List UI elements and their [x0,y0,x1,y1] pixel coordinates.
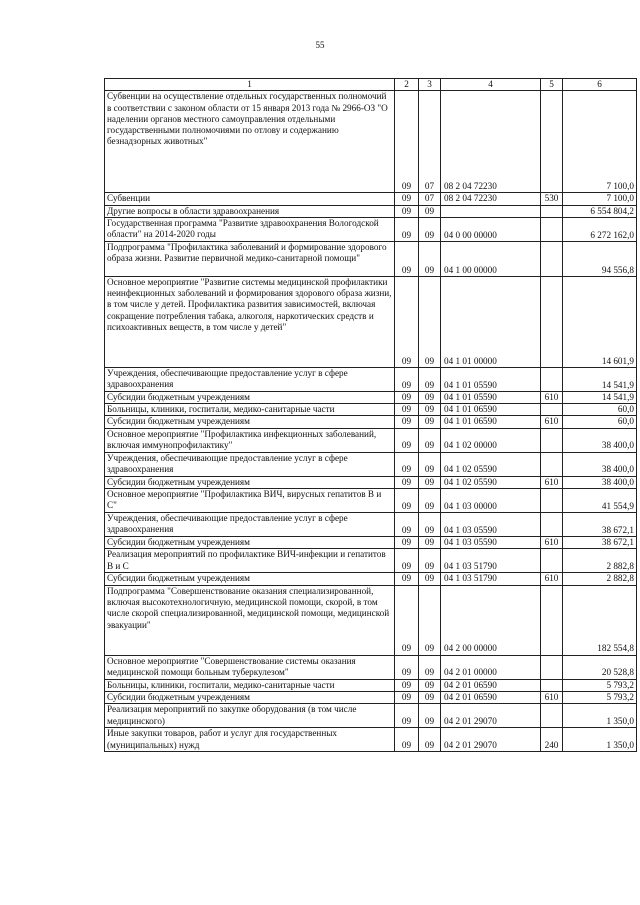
row-name: Субсидии бюджетным учреждениям [105,537,395,549]
row-subsection: 09 [419,655,441,679]
table-row [105,217,637,241]
row-expense-type: 610 [541,691,563,703]
row-section: 09 [395,91,419,193]
row-expense-type [541,217,563,241]
row-name: Учреждения, обеспечивающие предоставление услуг в сфере здравоохранения [105,513,395,537]
row-name: Основное мероприятие "Профилактика ВИЧ, вирусных гепатитов В и С" [105,489,395,513]
table-row [105,91,637,193]
row-target-article: 04 1 03 00000 [441,489,541,513]
table-row [105,537,637,549]
row-target-article: 04 1 02 00000 [441,428,541,452]
row-name: Подпрограмма "Профилактика заболеваний и формирование здорового образа жизни. Развитие первичной медико-санитарной помощи" [105,241,395,276]
row-amount: 38 672,1 [563,513,637,537]
header-col-3: 3 [419,79,441,91]
row-amount: 5 793,2 [563,691,637,703]
row-amount: 7 100,0 [563,91,637,193]
table-row [105,241,637,276]
row-expense-type: 610 [541,476,563,488]
row-subsection: 09 [419,276,441,367]
row-amount: 6 272 162,0 [563,217,637,241]
row-section: 09 [395,276,419,367]
row-expense-type [541,704,563,728]
row-section: 09 [395,691,419,703]
row-section: 09 [395,391,419,403]
row-target-article: 04 1 00 00000 [441,241,541,276]
table-row [105,549,637,573]
row-target-article: 04 1 02 05590 [441,452,541,476]
row-name: Субсидии бюджетным учреждениям [105,391,395,403]
row-target-article: 04 1 01 00000 [441,276,541,367]
row-target-article: 04 1 03 51790 [441,549,541,573]
row-expense-type [541,655,563,679]
row-section: 09 [395,585,419,655]
row-name: Субсидии бюджетным учреждениям [105,573,395,585]
row-amount: 20 528,8 [563,655,637,679]
row-expense-type [541,585,563,655]
row-expense-type: 610 [541,391,563,403]
row-subsection: 09 [419,704,441,728]
table-row [105,276,637,367]
row-section: 09 [395,489,419,513]
table-row [105,489,637,513]
row-amount: 60,0 [563,416,637,428]
row-amount: 14 541,9 [563,391,637,403]
row-amount: 182 554,8 [563,585,637,655]
row-section: 09 [395,205,419,217]
row-section: 09 [395,573,419,585]
row-amount: 38 672,1 [563,537,637,549]
table-row [105,391,637,403]
header-col-6: 6 [563,79,637,91]
row-subsection: 09 [419,416,441,428]
page-number: 55 [315,40,325,50]
row-target-article: 08 2 04 72230 [441,193,541,205]
row-subsection: 09 [419,691,441,703]
row-name: Больницы, клиники, госпитали, медико-санитарные части [105,679,395,691]
row-subsection: 09 [419,585,441,655]
header-col-1: 1 [105,79,395,91]
table-row [105,655,637,679]
row-target-article: 04 0 00 00000 [441,217,541,241]
row-expense-type [541,404,563,416]
row-expense-type [541,549,563,573]
row-expense-type [541,205,563,217]
row-name: Реализация мероприятий по закупке оборудования (в том числе медицинского) [105,704,395,728]
row-target-article: 04 2 00 00000 [441,585,541,655]
table-row [105,205,637,217]
row-section: 09 [395,428,419,452]
row-section: 09 [395,513,419,537]
row-amount: 14 601,9 [563,276,637,367]
row-target-article: 04 2 01 06590 [441,679,541,691]
table-row [105,367,637,391]
row-subsection: 09 [419,537,441,549]
row-amount: 1 350,0 [563,704,637,728]
row-name: Подпрограмма "Совершенствование оказания специализированной, включая высокотехнологичную, медицинской помощи, скорой, в том числе скорой специализированной, медицинской помощи, медицинской эвакуации" [105,585,395,655]
row-name: Другие вопросы в области здравоохранения [105,205,395,217]
table-row [105,476,637,488]
row-expense-type [541,428,563,452]
table-row [105,404,637,416]
row-expense-type [541,452,563,476]
row-name: Государственная программа "Развитие здравоохранения Вологодской области" на 2014-2020 годы [105,217,395,241]
row-name: Иные закупки товаров, работ и услуг для государственных (муниципальных) нужд [105,728,395,752]
row-target-article: 04 1 03 05590 [441,513,541,537]
table-row [105,691,637,703]
row-name: Субвенции на осуществление отдельных государственных полномочий в соответствии с законом области от 15 января 2013 года № 2966-ОЗ "О наделении органов местного самоуправления отдельными государственными полномочиями по отлову и содержанию безнадзорных животных" [105,91,395,193]
table-row [105,452,637,476]
row-name: Реализация мероприятий по профилактике ВИЧ-инфекции и гепатитов В и С [105,549,395,573]
row-expense-type [541,241,563,276]
row-section: 09 [395,217,419,241]
table-row [105,193,637,205]
budget-table [104,78,637,752]
row-amount: 41 554,9 [563,489,637,513]
row-section: 09 [395,476,419,488]
row-subsection: 09 [419,679,441,691]
row-expense-type: 610 [541,573,563,585]
table-row [105,704,637,728]
table-row [105,513,637,537]
row-amount: 1 350,0 [563,728,637,752]
row-subsection: 09 [419,549,441,573]
row-expense-type: 530 [541,193,563,205]
row-name: Больницы, клиники, госпитали, медико-санитарные части [105,404,395,416]
row-subsection: 09 [419,391,441,403]
row-amount: 38 400,0 [563,428,637,452]
row-name: Основное мероприятие "Совершенствование системы оказания медицинской помощи больным туберкулезом" [105,655,395,679]
row-amount: 5 793,2 [563,679,637,691]
row-target-article: 04 1 01 05590 [441,367,541,391]
row-section: 09 [395,679,419,691]
row-expense-type [541,489,563,513]
row-name: Субсидии бюджетным учреждениям [105,416,395,428]
table-body [105,91,637,752]
row-amount: 38 400,0 [563,476,637,488]
row-name: Основное мероприятие "Профилактика инфекционных заболеваний, включая иммунопрофилактику" [105,428,395,452]
row-expense-type [541,367,563,391]
row-target-article: 04 2 01 06590 [441,691,541,703]
row-amount: 7 100,0 [563,193,637,205]
row-subsection: 09 [419,241,441,276]
row-expense-type: 240 [541,728,563,752]
row-target-article: 04 1 01 05590 [441,391,541,403]
row-target-article: 04 2 01 00000 [441,655,541,679]
row-subsection: 09 [419,489,441,513]
table-row [105,573,637,585]
row-name: Субсидии бюджетным учреждениям [105,476,395,488]
table-row [105,679,637,691]
row-expense-type [541,276,563,367]
table-row [105,416,637,428]
row-name: Субвенции [105,193,395,205]
row-name: Основное мероприятие "Развитие системы медицинской профилактики неинфекционных заболеваний и формирования здорового образа жизни, в том числе у детей. Профилактика развития зависимостей, включая сокращение потребления табака, алкоголя, наркотических средств и психоактивных веществ, в том числе у детей" [105,276,395,367]
row-target-article [441,205,541,217]
row-subsection: 09 [419,428,441,452]
row-section: 09 [395,537,419,549]
row-target-article: 04 1 03 51790 [441,573,541,585]
row-target-article: 04 2 01 29070 [441,704,541,728]
row-subsection: 09 [419,217,441,241]
row-amount: 38 400,0 [563,452,637,476]
row-subsection: 09 [419,205,441,217]
row-name: Учреждения, обеспечивающие предоставление услуг в сфере здравоохранения [105,367,395,391]
row-amount: 60,0 [563,404,637,416]
table-row [105,585,637,655]
row-subsection: 09 [419,476,441,488]
row-amount: 14 541,9 [563,367,637,391]
row-expense-type [541,513,563,537]
row-target-article: 04 1 02 05590 [441,476,541,488]
row-section: 09 [395,404,419,416]
row-expense-type: 610 [541,416,563,428]
row-section: 09 [395,704,419,728]
row-section: 09 [395,728,419,752]
row-section: 09 [395,416,419,428]
header-col-2: 2 [395,79,419,91]
row-target-article: 04 2 01 29070 [441,728,541,752]
row-section: 09 [395,367,419,391]
row-expense-type [541,679,563,691]
row-subsection: 09 [419,404,441,416]
row-subsection: 07 [419,91,441,193]
header-col-4: 4 [441,79,541,91]
row-expense-type [541,91,563,193]
row-target-article: 04 1 03 05590 [441,537,541,549]
row-expense-type: 610 [541,537,563,549]
row-target-article: 04 1 01 06590 [441,416,541,428]
row-subsection: 09 [419,452,441,476]
row-name: Субсидии бюджетным учреждениям [105,691,395,703]
row-subsection: 09 [419,728,441,752]
row-name: Учреждения, обеспечивающие предоставление услуг в сфере здравоохранения [105,452,395,476]
row-amount: 2 882,8 [563,549,637,573]
row-amount: 2 882,8 [563,573,637,585]
row-section: 09 [395,655,419,679]
row-section: 09 [395,241,419,276]
header-col-5: 5 [541,79,563,91]
row-section: 09 [395,193,419,205]
table-row [105,428,637,452]
row-target-article: 04 1 01 06590 [441,404,541,416]
row-subsection: 09 [419,513,441,537]
row-section: 09 [395,452,419,476]
row-subsection: 07 [419,193,441,205]
table-row [105,728,637,752]
row-amount: 6 554 804,2 [563,205,637,217]
row-target-article: 08 2 04 72230 [441,91,541,193]
row-subsection: 09 [419,367,441,391]
row-subsection: 09 [419,573,441,585]
header-row [105,79,637,91]
row-section: 09 [395,549,419,573]
row-amount: 94 556,8 [563,241,637,276]
